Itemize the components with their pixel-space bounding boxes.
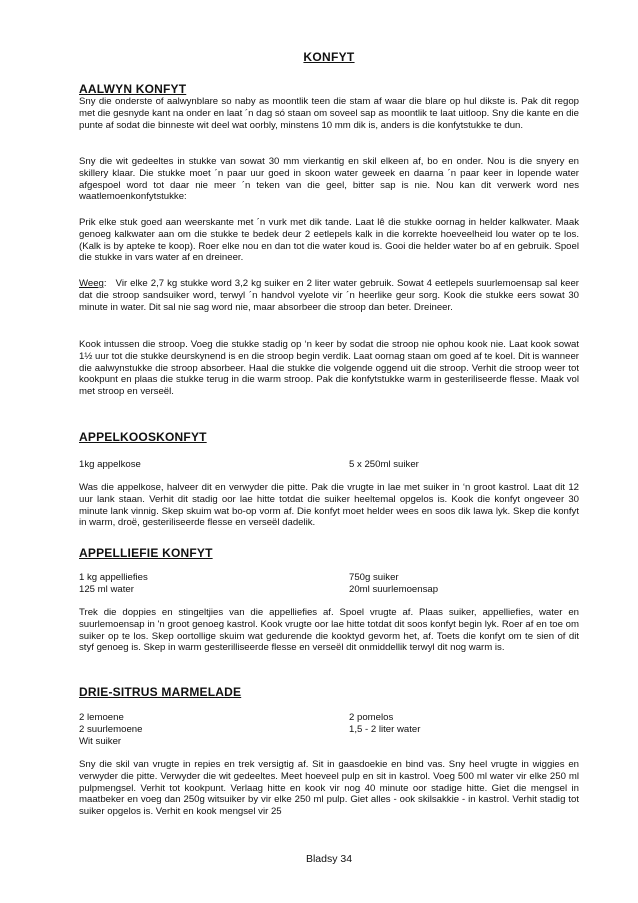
ingredient: 1,5 - 2 liter water — [349, 723, 421, 735]
paragraph: Sny die skil van vrugte in repies en trek versigtig af. Sit in gaasdoekie en bind vas. Sny heel vrugte in wiggies en verwyder die pitte. Verwyder die wit gedeeltes. Meet hoeveel pulp en sit in kastrol. Voeg 500 ml water vir elke 250 ml pulpmengsel. Verhit tot kookpunt. Verlaag hitte en kook vir nog 40 minute oor stadige hitte. Giet die mengsel in maatbeker en voeg dan 250g witsuiker by vir elke 250 ml pulp. Giet alles - ook skilsakkie - in kastrol. Verhit stadig tot suiker opgelos is. Verhit en kook mengsel vir 25 — [79, 759, 579, 818]
ingredient-row — [79, 712, 579, 724]
ingredient-row — [79, 584, 579, 596]
page-number: Bladsy 34 — [305, 853, 353, 865]
ingredient-row — [79, 459, 579, 471]
ingredient-list — [79, 572, 579, 596]
page-title: KONFYT — [303, 50, 355, 64]
weeg-text: Vir elke 2,7 kg stukke word 3,2 kg suiker en 2 liter water gebruik. Sowat 4 eetlepels suurlemoensap sal keer dat die stroop sandsuiker word, terwyl ´n handvol vyelote vir ´n heerlike geur sorg. Kook die stukke eers sowat 30 minute in water. Dit sal nie sag word nie, maar absorbeer die stroop dan beter. Dreineer. — [79, 278, 579, 313]
paragraph: Sny die onderste of aalwynblare so naby as moontlik teen die stam af waar die blare op hul dikste is. Pak dit regop met die gesnyde kant na onder en laat ´n dag só staan om soveel sap as moontlik te laat uitloop. Sny die kante en die punte af sodat die binneste wit deel wat oorbly, minstens 10 mm dik is, anders is die konfytstukke te dun. — [79, 96, 579, 131]
ingredient: Wit suiker — [79, 735, 122, 747]
ingredient: 5 x 250ml suiker — [349, 459, 419, 470]
ingredient-list — [79, 712, 579, 747]
paragraph-weeg: Weeg: Vir elke 2,7 kg stukke word 3,2 kg suiker en 2 liter water gebruik. Sowat 4 eetlepels suurlemoensap sal keer dat die stroop sandsuiker word, terwyl ´n handvol vyelote vir ´n heerlike geur sorg. Kook die stukke eers sowat 30 minute in water. Dit sal nie sag word nie, maar absorbeer die stroop dan beter. Dreineer. — [79, 278, 579, 313]
paragraph: Trek die doppies en stingeltjies van die appelliefies af. Spoel vrugte af. Plaas suiker, appelliefies, water en suurlemoensap in 'n groot genoeg kastrol. Kook vrugte oor lae hitte totdat dit soos konfyt begin lyk. Roer af en toe om suiker op te los. Skep oortollige skuim wat gedurende die kooktyd gevorm het, af. Toets die konfyt om te sien of dit styf genoeg is. Skep in warm gesterilliseerde flesse en verseël dit onmiddellik terwyl dit nog warm is. — [79, 607, 579, 654]
ingredient: 1kg appelkose — [79, 459, 141, 470]
section-heading-appelkoos: APPELKOOSKONFYT — [79, 430, 207, 444]
paragraph: Was die appelkose, halveer dit en verwyder die pitte. Pak die vrugte in lae met suiker in ‘n groot kastrol. Laat dit 12 uur lank staan. Verhit dit stadig oor lae hitte totdat die suiker heeltemal opgelos is. Kook die konfyt ongeveer 30 minute lank vinnig. Skep skuim wat bo-op vorm af. Die konfyt moet helder wees en soos dik lawa lyk. Skep die konfyt in warm, droë, gesteriliseerde flesse en verseël dadelik. — [79, 482, 579, 529]
ingredient-row — [79, 572, 579, 584]
paragraph: Kook intussen die stroop. Voeg die stukke stadig op ‘n keer by sodat die stroop nie ophou kook nie. Laat kook sowat 1½ uur tot die stukke deurskynend is en die stroop begin verdik. Laat oornag staan om goed af te koel. Dit is wanneer die aalwynstukke die stroop absorbeer. Haal die stukke die volgende oggend uit die stroop. Verhit die stroop weer tot kookpunt en plaas die stukke terug in die warm stroop. Pak die konfytstukke warm in gesteriliseerde flesse. Maak vol met stroop en verseël. — [79, 339, 579, 398]
weeg-label: Weeg — [79, 278, 104, 289]
ingredient-row — [79, 736, 579, 748]
paragraph: Sny die wit gedeeltes in stukke van sowat 30 mm vierkantig en skil elkeen af, bo en onder. Nou is die snyery en skillery klaar. Die stukke moet ´n paar uur goed in skoon water geweek en daarna ´n paar keer in lopende water afgespoel word tot daar nie meer ´n teken van die geel, bitter sap is nie. Nou kan dit verwerk word nes waatlemoenkonfytstukke: — [79, 156, 579, 203]
ingredient: 750g suiker — [349, 572, 399, 583]
paragraph: Prik elke stuk goed aan weerskante met ´n vurk met dik tande. Laat lê die stukke oornag in helder kalkwater. Maak genoeg kalkwater aan om die stukke te bedek deur 2 eetlepels kalk in die korrekte hoeveelheid lou water op te los. (Kalk is by apteke te koop). Roer elke nou en dan tot die water koud is. Gooi die helder water bo af en gebruik. Spoel die stukke in vars water af en dreineer. — [79, 217, 579, 264]
ingredient: 2 lemoene — [79, 712, 124, 723]
ingredient: 125 ml water — [79, 583, 134, 595]
section-heading-aalwyn: AALWYN KONFYT — [79, 82, 187, 96]
section-heading-drie-sitrus: DRIE-SITRUS MARMELADE — [79, 685, 242, 699]
ingredient-list — [79, 459, 579, 471]
section-heading-appelliefie: APPELLIEFIE KONFYT — [79, 546, 213, 560]
ingredient-row — [79, 724, 579, 736]
ingredient: 1 kg appelliefies — [79, 572, 148, 583]
ingredient: 20ml suurlemoensap — [349, 583, 439, 595]
ingredient: 2 suurlemoene — [79, 723, 143, 735]
ingredient: 2 pomelos — [349, 712, 394, 723]
